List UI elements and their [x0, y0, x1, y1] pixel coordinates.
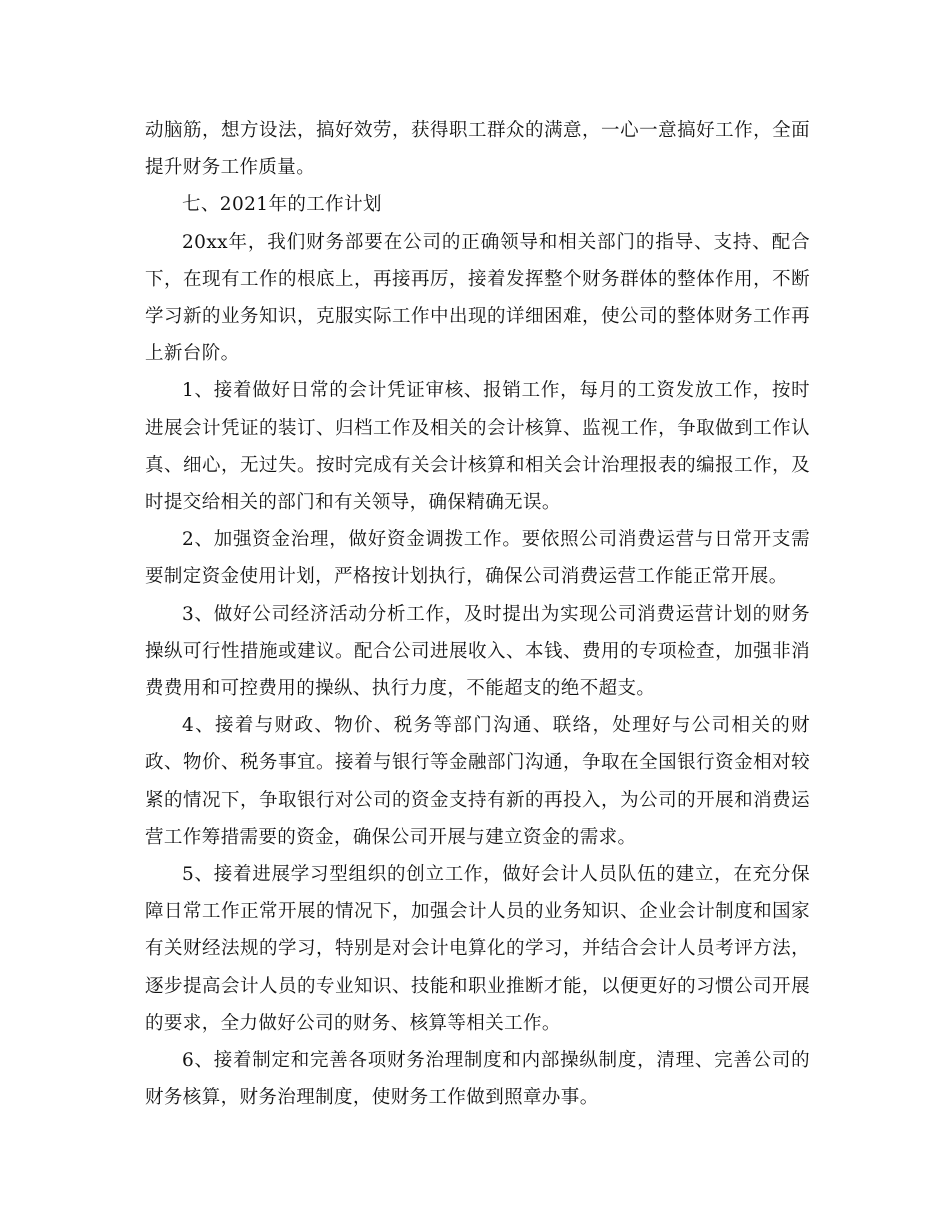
paragraph-item-6: 6、接着制定和完善各项财务治理制度和内部操纵制度，清理、完善公司的财务核算，财务治理制度，使财务工作做到照章办事。	[145, 1050, 810, 1109]
paragraph-item-1: 1、接着做好日常的会计凭证审核、报销工作，每月的工资发放工作，按时进展会计凭证的装订、归档工作及相关的会计核算、监视工作，争取做到工作认真、细心，无过失。按时完成有关会计核算和相关会计治理报表的编报工作，及时提交给相关的部门和有关领导，确保精确无误。	[145, 380, 810, 514]
section-heading-work-plan: 七、2021年的工作计划	[182, 194, 382, 216]
paragraph-item-3: 3、做好公司经济活动分析工作，及时提出为实现公司消费运营计划的财务操纵可行性措施或建议。配合公司进展收入、本钱、费用的专项检查，加强非消费费用和可控费用的操纵、执行力度，不能超支的绝不超支。	[145, 603, 810, 700]
paragraph-plan-intro: 20xx年，我们财务部要在公司的正确领导和相关部门的指导、支持、配合下，在现有工作的根底上，再接再厉，接着发挥整个财务群体的整体作用，不断学习新的业务知识，克服实际工作中出现的详细困难，使公司的整体财务工作再上新台阶。	[145, 231, 810, 365]
paragraph-continuation: 动脑筋，想方设法，搞好效劳，获得职工群众的满意，一心一意搞好工作，全面提升财务工作质量。	[145, 120, 810, 179]
paragraph-item-5: 5、接着进展学习型组织的创立工作，做好会计人员队伍的建立，在充分保障日常工作正常开展的情况下，加强会计人员的业务知识、企业会计制度和国家有关财经法规的学习，特别是对会计电算化的学习，并结合会计人员考评方法，逐步提高会计人员的专业知识、技能和职业推断才能，以便更好的习惯公司开展的要求，全力做好公司的财务、核算等相关工作。	[145, 864, 810, 1034]
document-body	[145, 112, 810, 1116]
paragraph-item-2: 2、加强资金治理，做好资金调拨工作。要依照公司消费运营与日常开支需要制定资金使用计划，严格按计划执行，确保公司消费运营工作能正常开展。	[145, 529, 810, 588]
paragraph-item-4: 4、接着与财政、物价、税务等部门沟通、联络，处理好与公司相关的财政、物价、税务事宜。接着与银行等金融部门沟通，争取在全国银行资金相对较紧的情况下，争取银行对公司的资金支持有新的再投入，为公司的开展和消费运营工作筹措需要的资金，确保公司开展与建立资金的需求。	[145, 715, 810, 848]
